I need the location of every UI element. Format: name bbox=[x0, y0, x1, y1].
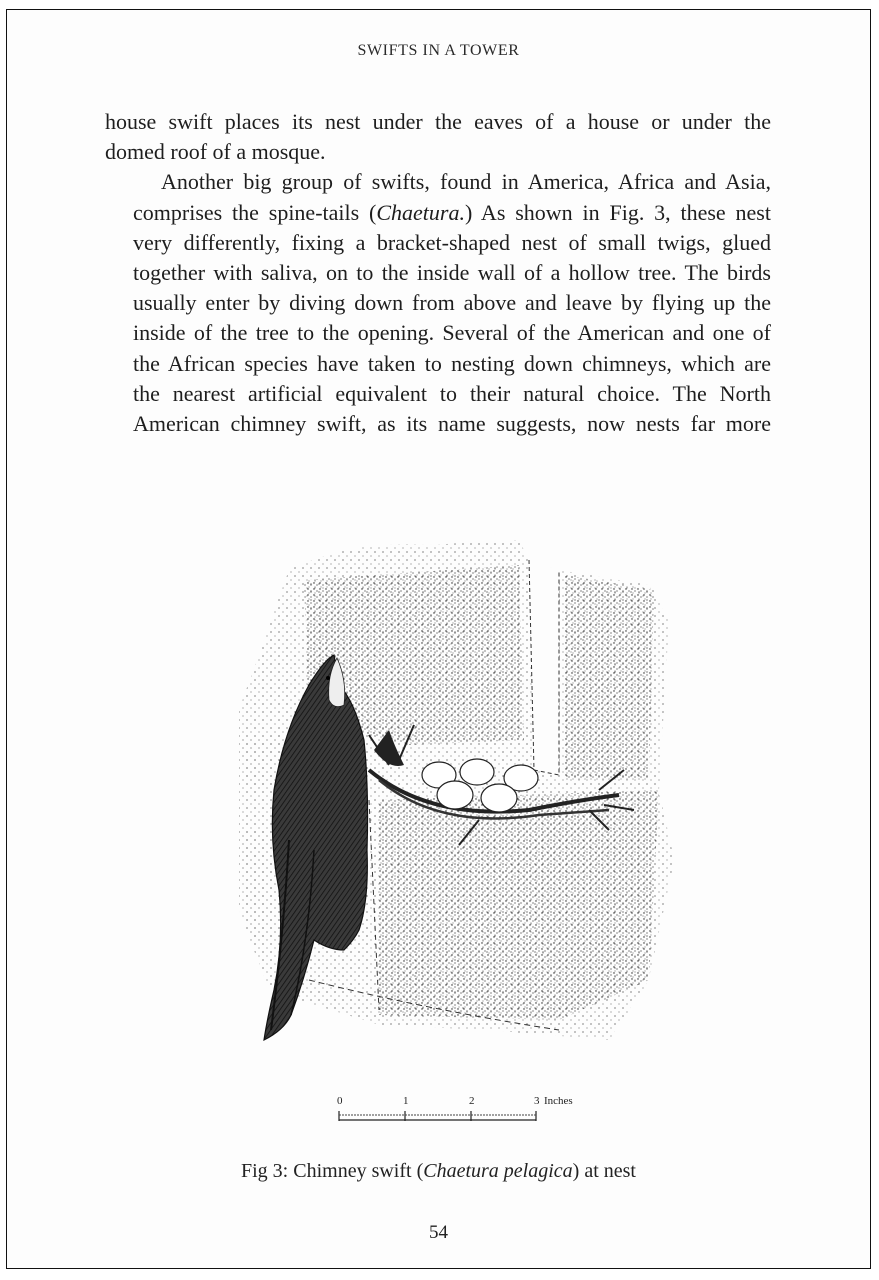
text-line: domed roof of a mosque. bbox=[105, 139, 326, 165]
scale-tick-label: 3 bbox=[534, 1095, 540, 1107]
egg bbox=[460, 759, 494, 785]
text-line: American chimney swift, as its name suggests, now nests far more bbox=[133, 411, 771, 437]
paragraph-2 bbox=[105, 167, 771, 439]
genus-name: Chaetura. bbox=[376, 199, 465, 225]
scale-unit-label: Inches bbox=[544, 1095, 573, 1107]
text-line: the nearest artificial equivalent to their natural choice. The North bbox=[133, 380, 771, 406]
scale-tick-label: 1 bbox=[403, 1095, 409, 1107]
body-text bbox=[105, 107, 771, 439]
text-line: Another big group of swifts, found in America, Africa and Asia, bbox=[161, 169, 771, 195]
scale-tick-label: 0 bbox=[337, 1095, 343, 1107]
page-number: 54 bbox=[429, 1222, 448, 1243]
text-line: inside of the tree to the opening. Several of the American and one of bbox=[133, 320, 771, 346]
egg bbox=[481, 784, 517, 812]
egg bbox=[437, 781, 473, 809]
figure-caption bbox=[7, 1160, 870, 1183]
chimney-swift-illustration bbox=[229, 510, 689, 1060]
caption-prefix: Fig 3: Chimney swift ( bbox=[241, 1160, 424, 1182]
text-line: very differently, fixing a bracket-shaped nest of small twigs, glued bbox=[133, 229, 771, 255]
line-part: ) As shown in Fig. 3, these nest bbox=[464, 199, 771, 225]
book-page bbox=[6, 9, 871, 1269]
text-line-with-italic bbox=[105, 198, 771, 228]
text-line: house swift places its nest under the eaves of a house or under the bbox=[105, 109, 771, 134]
scale-bar bbox=[337, 1095, 597, 1125]
paragraph-1 bbox=[105, 107, 771, 167]
text-line: the African species have taken to nesting down chimneys, which are bbox=[133, 350, 771, 376]
running-head: SWIFTS IN A TOWER bbox=[357, 42, 520, 59]
line-part: comprises the spine-tails ( bbox=[133, 199, 377, 225]
scale-tick-label: 2 bbox=[469, 1095, 475, 1107]
caption-suffix: ) at nest bbox=[572, 1160, 636, 1182]
species-name: Chaetura pelagica bbox=[423, 1160, 573, 1182]
scale-ruler bbox=[337, 1109, 547, 1123]
text-line: together with saliva, on to the inside wall of a hollow tree. The birds bbox=[133, 260, 771, 286]
text-line: usually enter by diving down from above and leave by flying up the bbox=[133, 290, 771, 316]
bird-eye bbox=[326, 676, 330, 680]
